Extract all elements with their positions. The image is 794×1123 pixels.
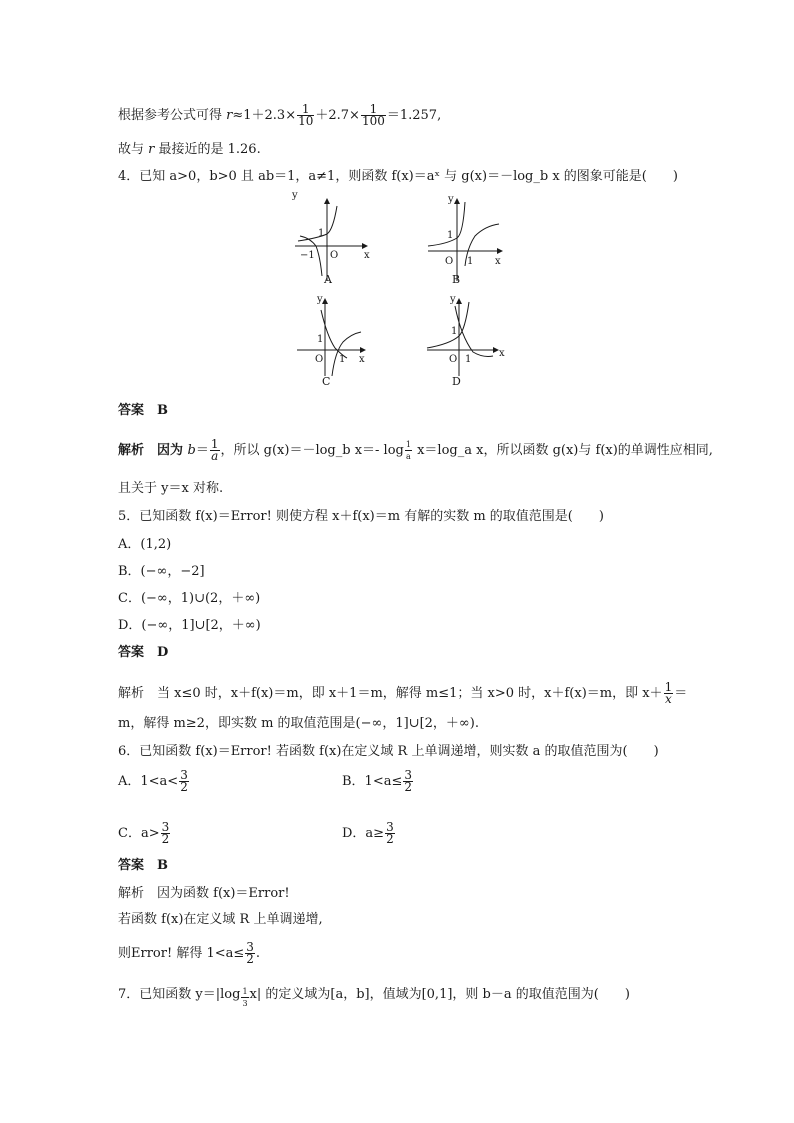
q5-option-b[interactable]: B．(−∞，−2] <box>118 564 205 579</box>
graph-c <box>295 296 375 381</box>
question-5-stem: 5．已知函数 f(x)＝Error! 则使方程 x＋f(x)＝m 有解的实数 m 的取值范围是( ) <box>118 509 604 524</box>
svg-text:x: x <box>364 250 370 261</box>
question-6-stem: 6．已知函数 f(x)＝Error! 若函数 f(x)在定义域 R 上单调递增，则实数 a 的取值范围为( ) <box>118 744 659 759</box>
svg-text:y: y <box>448 194 454 205</box>
answer-6: 答案 B <box>118 858 168 873</box>
solution-line-r-formula: 根据参考公式可得 r≈1＋2.3× $\frac{1}{10}$ ＋2.7× $\frac{1}{100}$ ＝1.257, <box>118 102 442 128</box>
explanation-4-cont: 且关于 y＝x 对称. <box>118 481 224 496</box>
solution-line-closest: 故与 r 最接近的是 1.26. <box>118 142 261 157</box>
svg-text:1: 1 <box>339 354 346 365</box>
svg-text:y: y <box>292 190 298 201</box>
answer-4: 答案 B <box>118 403 168 418</box>
q6-option-d[interactable]: D．a≥ $\frac{3}{2}$ <box>342 820 394 846</box>
q6-option-c[interactable]: C．a> $\frac{3}{2}$ <box>118 820 170 846</box>
graph-c-log-curve <box>332 332 361 376</box>
q6-option-a[interactable]: A．1<a< $\frac{3}{2}$ <box>118 768 188 794</box>
svg-text:1: 1 <box>318 228 325 239</box>
graph-b <box>425 196 505 286</box>
svg-text:O: O <box>330 250 339 261</box>
graph-c-label: C <box>322 375 331 388</box>
question-4-stem: 4．已知 a>0，b>0 且 ab＝1，a≠1，则函数 f(x)＝aˣ 与 g(x)＝－log_b x 的图象可能是( ) <box>118 169 678 184</box>
explanation-5: 解析 当 x≤0 时，x＋f(x)＝m，即 x＋1＝m，解得 m≤1；当 x>0 时，x＋f(x)＝m，即 x＋ $\frac{1}{x}$ ＝ <box>118 680 688 706</box>
svg-text:x: x <box>359 354 365 365</box>
q5-option-d[interactable]: D．(−∞，1]∪[2，＋∞) <box>118 618 261 633</box>
svg-text:x: x <box>495 256 501 267</box>
svg-text:y: y <box>450 294 456 305</box>
graph-d-log-curve <box>455 306 493 357</box>
question-7-stem: 7．已知函数 y＝|log $\frac{1}{3}$ x| 的定义域为[a，b]，值域为[0,1]，则 b－a 的取值范围为( ) <box>118 987 630 1008</box>
graph-b-label: B <box>452 273 461 286</box>
explanation-6-cont: 若函数 f(x)在定义域 R 上单调递增, <box>118 912 323 927</box>
svg-text:1: 1 <box>317 334 324 345</box>
fraction-1-100: $\frac{1}{100}$ <box>361 102 385 128</box>
svg-text:x: x <box>499 348 505 359</box>
svg-text:1: 1 <box>465 354 472 365</box>
svg-text:O: O <box>315 354 324 365</box>
graph-d-label: D <box>452 375 461 388</box>
explanation-6: 解析 因为函数 f(x)＝Error! <box>118 886 290 901</box>
svg-text:O: O <box>445 256 454 267</box>
svg-text:1: 1 <box>451 326 458 337</box>
svg-text:1: 1 <box>447 230 454 241</box>
svg-text:y: y <box>317 294 323 305</box>
graph-d-exp-curve <box>427 302 469 348</box>
q5-option-a[interactable]: A．(1,2) <box>118 537 172 552</box>
graph-d <box>425 296 505 381</box>
fraction-1-10: $\frac{1}{10}$ <box>298 102 314 128</box>
answer-5: 答案 D <box>118 645 169 660</box>
svg-text:1: 1 <box>467 256 474 267</box>
explanation-4: 解析 因为 b＝ $\frac{1}{a}$ ，所以 g(x)＝－log_b x＝- log $\frac{1}{a}$ x＝log_a x，所以函数 g(x)与 f(x)的单调性应相同, <box>118 437 713 463</box>
svg-text:O: O <box>449 354 458 365</box>
explanation-5-cont: m，解得 m≥2，即实数 m 的取值范围是(−∞，1]∪[2，＋∞). <box>118 716 479 731</box>
svg-text:−1: −1 <box>300 250 315 261</box>
q5-option-c[interactable]: C．(−∞，1)∪(2，＋∞) <box>118 591 261 606</box>
graph-a-label: A <box>324 273 332 286</box>
q6-option-b[interactable]: B．1<a≤ $\frac{3}{2}$ <box>342 768 413 794</box>
explanation-6-result: 则Error! 解得 1<a≤ $\frac{3}{2}$ . <box>118 940 261 966</box>
